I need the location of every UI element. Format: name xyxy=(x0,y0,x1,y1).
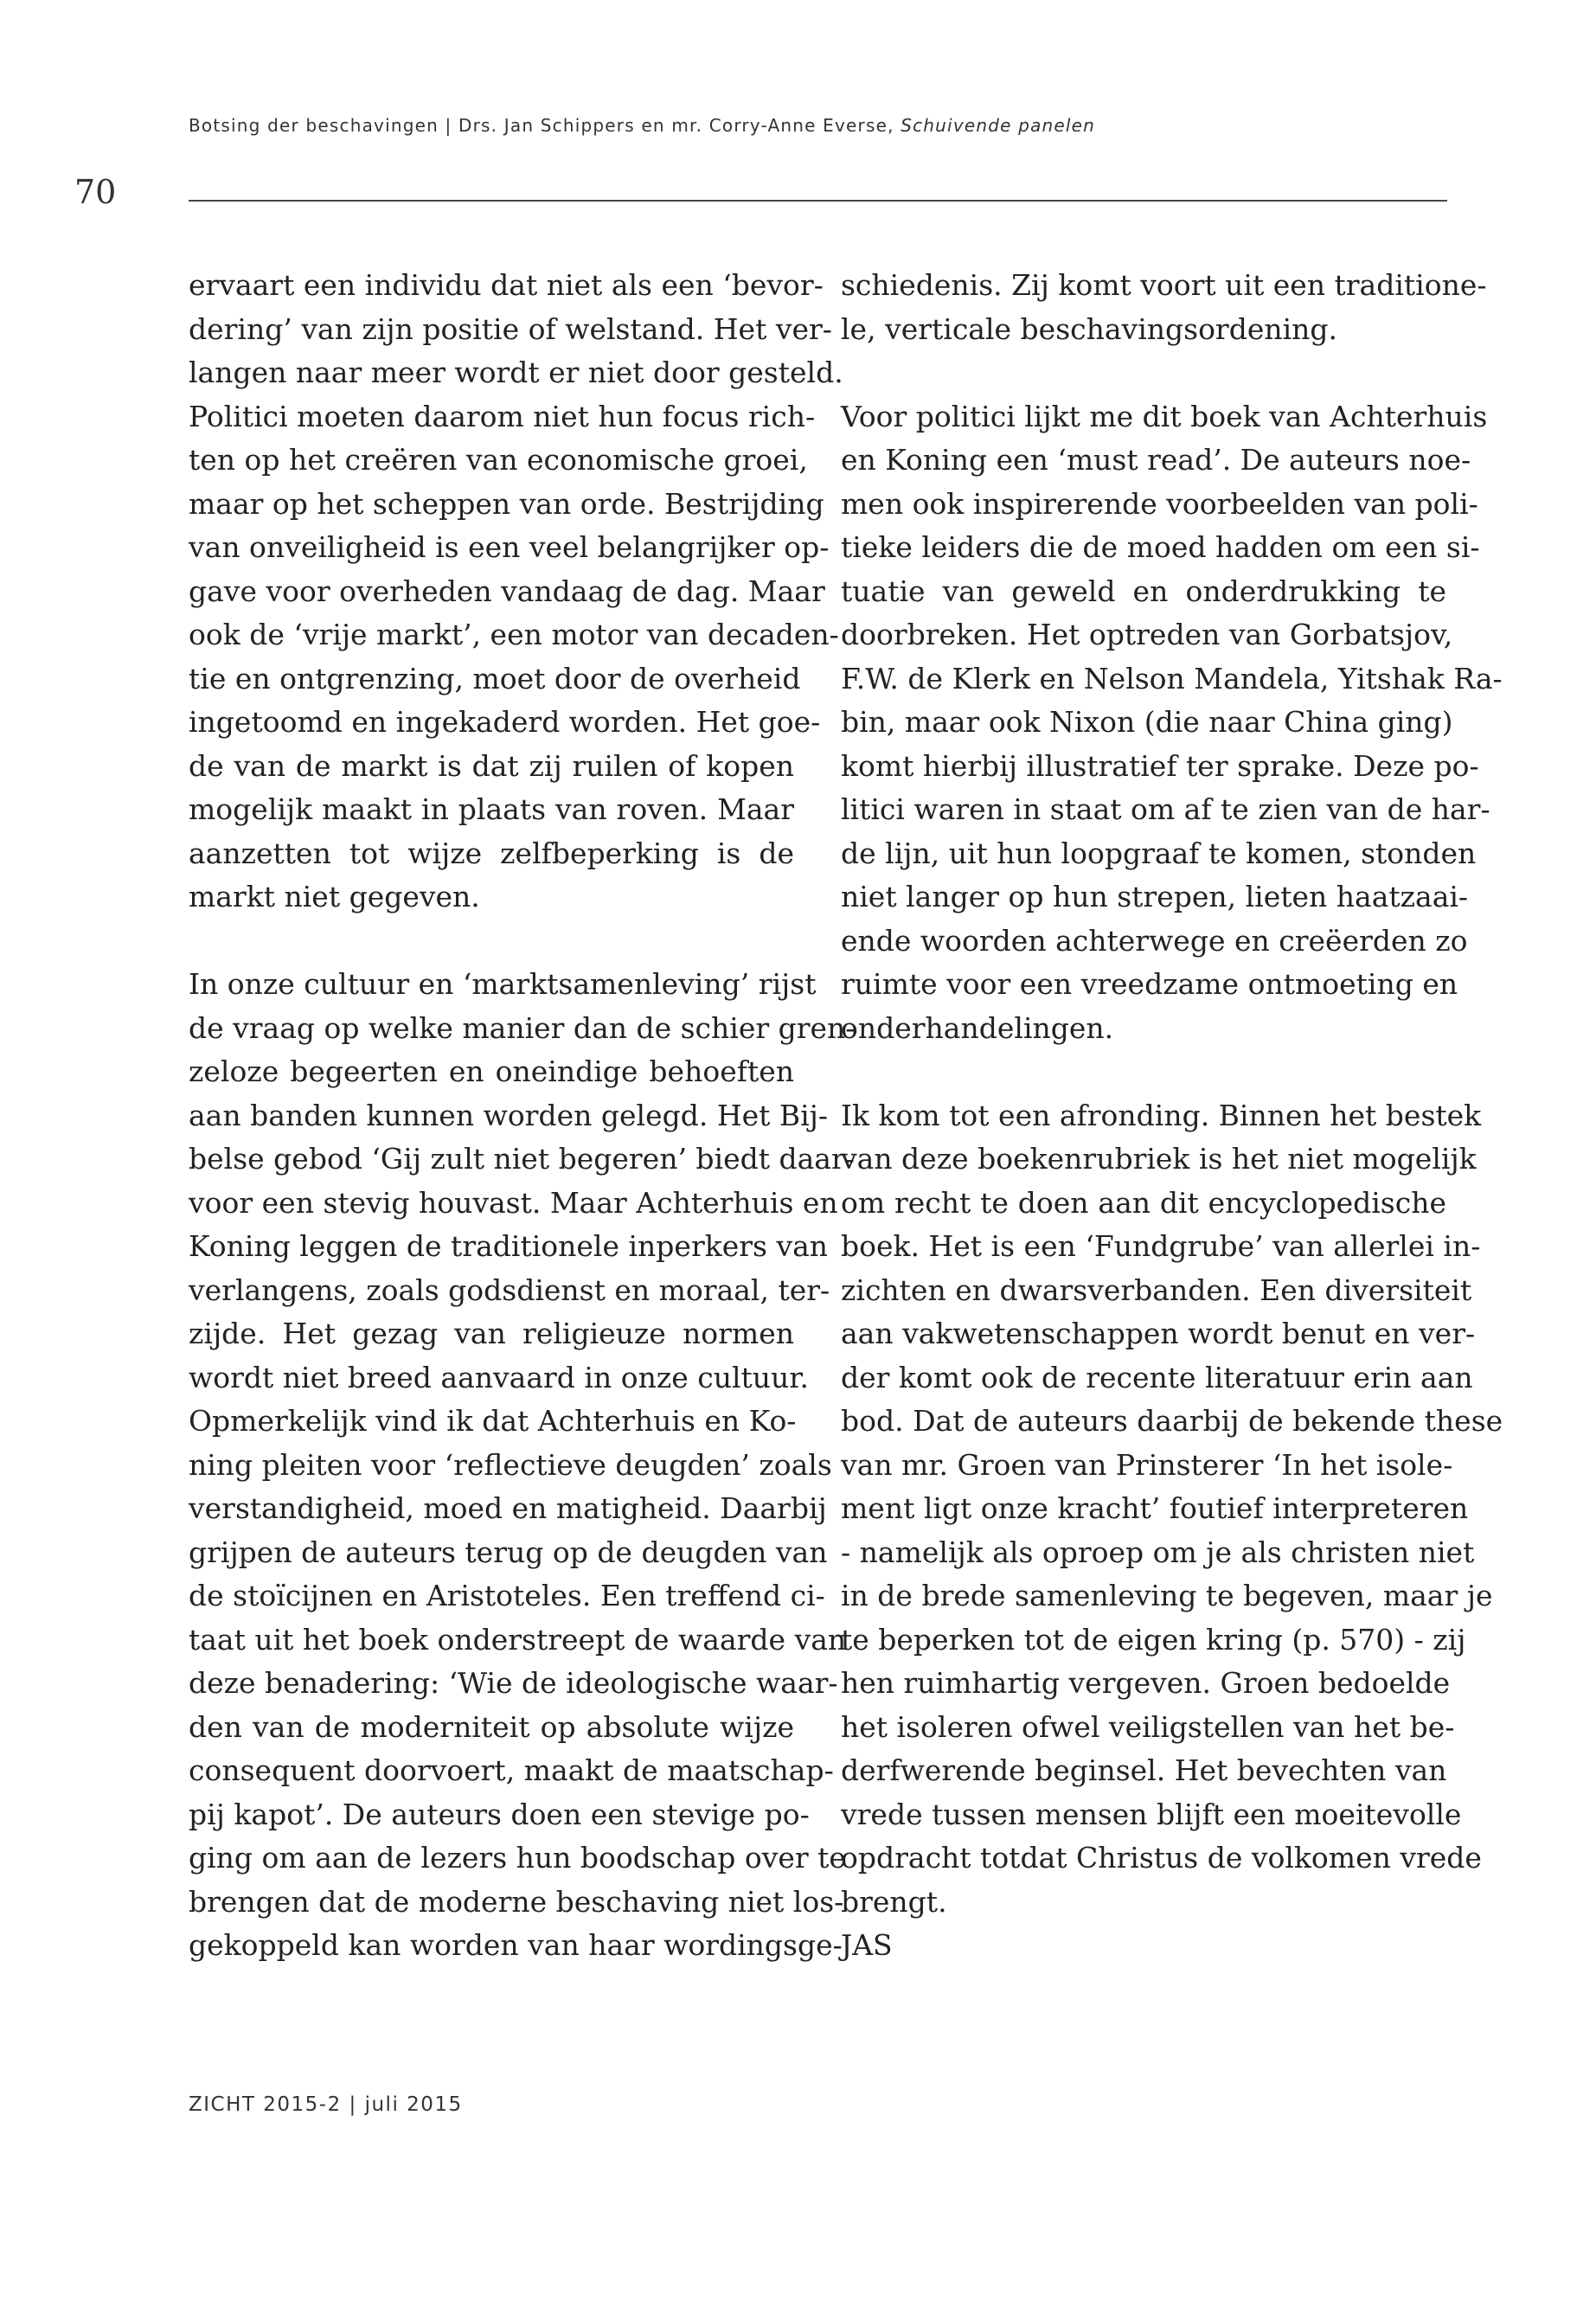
text-line: taat uit het boek onderstreept de waarde van xyxy=(189,1622,847,1657)
text-line: belse gebod ‘Gij zult niet begeren’ biedt daar- xyxy=(189,1142,855,1176)
running-header-book-title: Schuivende panelen xyxy=(901,115,1096,136)
text-line: doorbreken. Het optreden van Gorbatsjov, xyxy=(841,618,1453,651)
text-line: derfwerende beginsel. Het bevechten van xyxy=(841,1753,1447,1787)
text-line: ging om aan de lezers hun boodschap over te xyxy=(189,1841,846,1875)
header-rule xyxy=(189,200,1447,202)
text-line: van deze boekenrubriek is het niet mogelijk xyxy=(841,1142,1477,1176)
text-line: Voor politici lijkt me dit boek van Achterhuis xyxy=(841,399,1488,433)
text-line: bin, maar ook Nixon (die naar China ging) xyxy=(841,705,1453,739)
text-line: gave voor overheden vandaag de dag. Maar xyxy=(189,574,825,608)
paragraph-gap xyxy=(841,351,1446,395)
text-line: ingetoomd en ingekaderd worden. Het goe- xyxy=(189,705,821,739)
running-header xyxy=(189,115,1095,136)
text-line: ende woorden achterwege en creëerden zo xyxy=(841,923,1468,958)
text-line: men ook inspirerende voorbeelden van poli- xyxy=(841,486,1478,521)
text-line: ment ligt onze kracht’ foutief interpreteren xyxy=(841,1491,1469,1525)
text-line: Ik kom tot een afronding. Binnen het bestek xyxy=(841,1098,1482,1132)
text-line: dering’ van zijn positie of welstand. Het ver- xyxy=(189,311,832,346)
text-line: hen ruimhartig vergeven. Groen bedoelde xyxy=(841,1666,1451,1700)
text-line: opdracht totdat Christus de volkomen vrede xyxy=(841,1841,1482,1875)
text-line: aanzetten tot wijze zelfbeperking is de xyxy=(189,836,794,870)
text-line: zijde. Het gezag van religieuze normen xyxy=(189,1317,794,1350)
text-line: Koning leggen de traditionele inperkers van xyxy=(189,1229,829,1263)
text-line: pij kapot’. De auteurs doen een stevige po- xyxy=(189,1797,810,1831)
text-line: brengen dat de moderne beschaving niet los- xyxy=(189,1884,844,1919)
text-line: van onveiligheid is een veel belangrijker op- xyxy=(189,530,830,564)
paragraph-gap xyxy=(189,920,794,964)
text-line: le, verticale beschavingsordening. xyxy=(841,311,1338,346)
text-line: de vraag op welke manier dan de schier gren- xyxy=(189,1010,856,1045)
text-line: Politici moeten daarom niet hun focus rich- xyxy=(189,399,816,433)
text-line: de lijn, uit hun loopgraaf te komen, stonden xyxy=(841,836,1477,870)
text-line: In onze cultuur en ‘marktsamenleving’ rijst xyxy=(189,967,817,1001)
page-number: 70 xyxy=(74,173,117,211)
text-line: tieke leiders die de moed hadden om een si- xyxy=(841,530,1480,564)
text-line: aan vakwetenschappen wordt benut en ver- xyxy=(841,1317,1476,1350)
text-line: markt niet gegeven. xyxy=(189,880,480,913)
running-header-text: Botsing der beschavingen | Drs. Jan Schippers en mr. Corry-Anne Everse, xyxy=(189,115,901,136)
text-line: tie en ontgrenzing, moet door de overheid xyxy=(189,661,801,695)
text-line: verstandigheid, moed en matigheid. Daarbij xyxy=(189,1491,827,1525)
text-line: bod. Dat de auteurs daarbij de bekende these xyxy=(841,1404,1503,1438)
footer-issue-info: ZICHT 2015-2 | juli 2015 xyxy=(189,2093,463,2116)
text-line: de stoïcijnen en Aristoteles. Een treffend ci- xyxy=(189,1579,825,1612)
text-line: aan banden kunnen worden gelegd. Het Bij- xyxy=(189,1098,829,1132)
text-line: en Koning een ‘must read’. De auteurs noe- xyxy=(841,443,1471,477)
text-line: zichten en dwarsverbanden. Een diversiteit xyxy=(841,1272,1472,1307)
text-line: consequent doorvoert, maakt de maatschap- xyxy=(189,1753,834,1787)
text-line: Opmerkelijk vind ik dat Achterhuis en Ko- xyxy=(189,1404,797,1438)
text-line: JAS xyxy=(841,1928,893,1962)
text-line: langen naar meer wordt er niet door gesteld. xyxy=(189,356,843,389)
text-line: onderhandelingen. xyxy=(841,1010,1114,1045)
text-line: der komt ook de recente literatuur erin aan xyxy=(841,1360,1473,1394)
text-line: ruimte voor een vreedzame ontmoeting en xyxy=(841,967,1458,1001)
text-line: F.W. de Klerk en Nelson Mandela, Yitshak Ra- xyxy=(841,661,1503,695)
text-line: den van de moderniteit op absolute wijze xyxy=(189,1709,794,1744)
text-line: ning pleiten voor ‘reflectieve deugden’ zoals xyxy=(189,1447,832,1482)
text-line: wordt niet breed aanvaard in onze cultuur. xyxy=(189,1360,809,1394)
text-line: komt hierbij illustratief ter sprake. Deze po- xyxy=(841,748,1479,783)
text-line: niet langer op hun strepen, lieten haatzaai- xyxy=(841,880,1469,913)
text-line: schiedenis. Zij komt voort uit een traditione- xyxy=(841,268,1487,302)
text-line: tuatie van geweld en onderdrukking te xyxy=(841,574,1446,608)
text-line: de van de markt is dat zij ruilen of kopen xyxy=(189,748,794,783)
text-line: van mr. Groen van Prinsterer ‘In het isole- xyxy=(841,1447,1453,1482)
text-line: litici waren in staat om af te zien van de har- xyxy=(841,792,1490,826)
text-column-left xyxy=(189,264,856,1968)
text-line: grijpen de auteurs terug op de deugden van xyxy=(189,1535,828,1569)
text-line: deze benadering: ‘Wie de ideologische waar- xyxy=(189,1666,838,1700)
text-line: het isoleren ofwel veiligstellen van het be- xyxy=(841,1709,1455,1744)
text-line: - namelijk als oproep om je als christen niet xyxy=(841,1535,1475,1569)
text-line: brengt. xyxy=(841,1884,947,1919)
text-line: gekoppeld kan worden van haar wordingsge- xyxy=(189,1928,843,1962)
text-line: ook de ‘vrije markt’, een motor van decaden- xyxy=(189,618,839,651)
text-line: vrede tussen mensen blijft een moeitevolle xyxy=(841,1797,1462,1831)
text-line: te beperken tot de eigen kring (p. 570) - zij xyxy=(841,1622,1466,1657)
text-line: boek. Het is een ‘Fundgrube’ van allerlei in- xyxy=(841,1229,1481,1263)
text-line: om recht te doen aan dit encyclopedische xyxy=(841,1185,1446,1220)
paragraph-gap xyxy=(841,1050,1446,1094)
text-line: maar op het scheppen van orde. Bestrijding xyxy=(189,486,824,521)
text-line: verlangens, zoals godsdienst en moraal, ter- xyxy=(189,1272,830,1307)
text-line: ten op het creëren van economische groei, xyxy=(189,443,808,477)
text-column-right xyxy=(841,264,1503,1968)
text-line: voor een stevig houvast. Maar Achterhuis en xyxy=(189,1185,838,1220)
text-line: in de brede samenleving te begeven, maar je xyxy=(841,1579,1493,1612)
text-line: zeloze begeerten en oneindige behoeften xyxy=(189,1054,794,1088)
text-line: ervaart een individu dat niet als een ‘bevor- xyxy=(189,268,824,302)
text-line: mogelijk maakt in plaats van roven. Maar xyxy=(189,792,794,826)
